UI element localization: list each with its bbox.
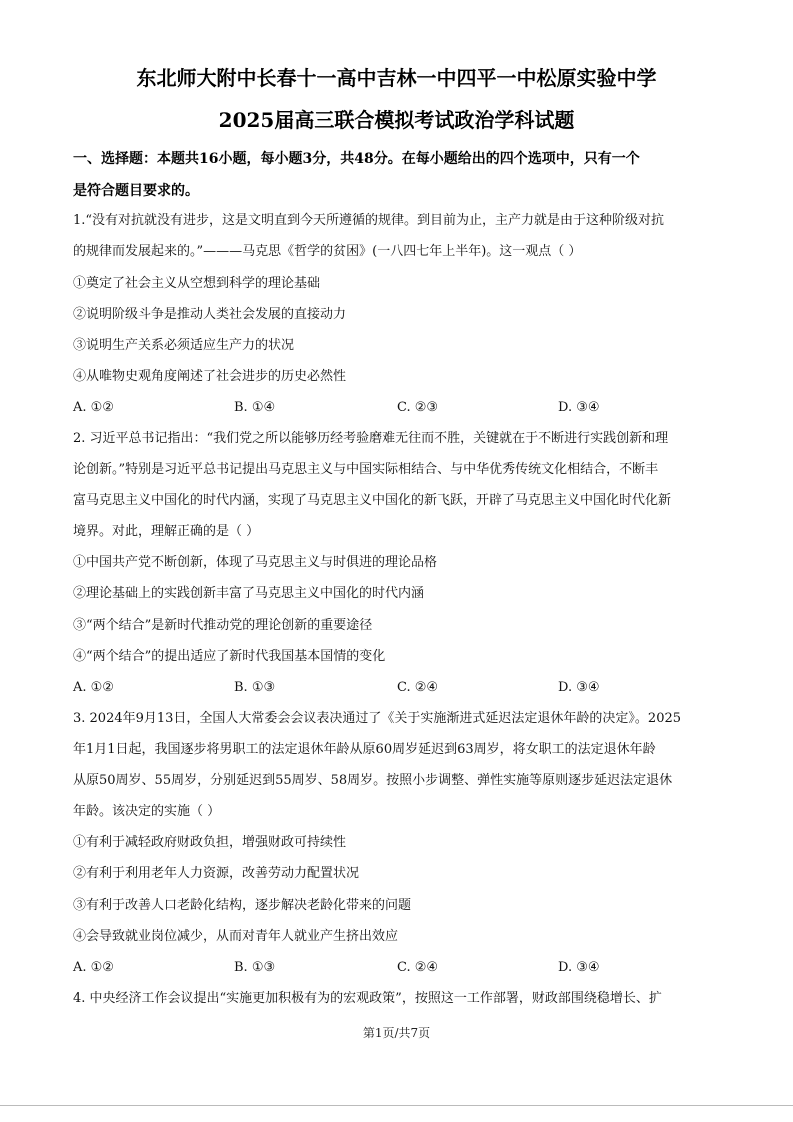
section-heading-line2: 是符合题目要求的。 — [73, 183, 199, 199]
q1-stem-line: 1.“没有对抗就没有进步，这是文明直到今天所遵循的规律。到目前为止，主产力就是由于这种阶级对抗 — [73, 213, 665, 228]
q3-stem-line: 年龄。该决定的实施（ ） — [73, 804, 221, 819]
q3-item: ②有利于利用老年人力资源，改善劳动力配置状况 — [73, 866, 360, 881]
q2-item: ②理论基础上的实践创新丰富了马克思主义中国化的时代内涵 — [73, 586, 425, 601]
q3-item: ③有利于改善人口老龄化结构，逐步解决老龄化带来的问题 — [73, 898, 412, 913]
page-number: 第1页/共7页 — [362, 1026, 431, 1040]
q2-option-b: B. ①③ — [234, 680, 276, 695]
q3-item: ①有利于减轻政府财政负担，增强财政可持续性 — [73, 835, 347, 850]
q3-option-b: B. ①③ — [234, 960, 276, 975]
q3-stem-line: 年1月1日起，我国逐步将男职工的法定退休年龄从原60周岁延迟到63周岁，将女职工的法定退休年龄 — [73, 742, 656, 757]
q1-item: ④从唯物史观角度阐述了社会进步的历史必然性 — [73, 369, 347, 384]
q1-stem-line: 的规律而发展起来的。”———马克思《哲学的贫困》(一八四七年上半年)。这一观点（ ） — [73, 244, 582, 259]
q2-item: ④“两个结合”的提出适应了新时代我国基本国情的变化 — [73, 649, 386, 664]
q1-option-c: C. ②③ — [397, 400, 439, 415]
q3-stem-line: 从原50周岁、55周岁，分别延迟到55周岁、58周岁。按照小步调整、弹性实施等原则逐步延迟法定退休 — [73, 773, 673, 788]
q3-item: ④会导致就业岗位减少，从而对青年人就业产生挤出效应 — [73, 929, 399, 944]
q2-stem-line: 富马克思主义中国化的时代内涵，实现了马克思主义中国化的新飞跃，开辟了马克思主义中国化时代化新 — [73, 493, 672, 508]
school-list-title: 东北师大附中长春十一高中吉林一中四平一中松原实验中学 — [136, 66, 657, 90]
q1-item: ①奠定了社会主义从空想到科学的理论基础 — [73, 276, 321, 291]
q3-stem-line: 3. 2024年9月13日，全国人大常委会会议表决通过了《关于实施渐进式延迟法定退休年龄的决定》。2025 — [73, 711, 682, 726]
section-heading-line1: 一、选择题：本题共16小题，每小题3分，共48分。在每小题给出的四个选项中，只有一个 — [73, 151, 640, 167]
q2-item: ①中国共产党不断创新，体现了马克思主义与时俱进的理论品格 — [73, 555, 438, 570]
q3-option-c: C. ②④ — [397, 960, 439, 975]
q1-item: ②说明阶级斗争是推动人类社会发展的直接动力 — [73, 307, 347, 322]
q3-option-a: A. ①② — [73, 960, 114, 975]
q3-option-d: D. ③④ — [558, 960, 600, 975]
q1-option-a: A. ①② — [73, 400, 114, 415]
exam-title: 2025届高三联合模拟考试政治学科试题 — [218, 108, 575, 132]
page-bottom-divider — [0, 1105, 793, 1106]
q2-option-d: D. ③④ — [558, 680, 600, 695]
q1-option-d: D. ③④ — [558, 400, 600, 415]
q2-stem-line: 2. 习近平总书记指出：“我们党之所以能够历经考验磨难无往而不胜，关键就在于不断进行实践创新和理 — [73, 431, 669, 446]
q2-item: ③“两个结合”是新时代推动党的理论创新的重要途径 — [73, 618, 373, 633]
q4-stem-line: 4. 中央经济工作会议提出“实施更加积极有为的宏观政策”，按照这一工作部署，财政部围绕稳增长、扩 — [73, 991, 662, 1006]
q2-option-a: A. ①② — [73, 680, 114, 695]
q1-item: ③说明生产关系必须适应生产力的状况 — [73, 338, 295, 353]
q2-stem-line: 论创新。”特别是习近平总书记提出马克思主义与中国实际相结合、与中华优秀传统文化相结合，不断丰 — [73, 462, 659, 477]
q1-option-b: B. ①④ — [234, 400, 276, 415]
q2-stem-line: 境界。对此，理解正确的是（ ） — [73, 524, 260, 539]
q2-option-c: C. ②④ — [397, 680, 439, 695]
